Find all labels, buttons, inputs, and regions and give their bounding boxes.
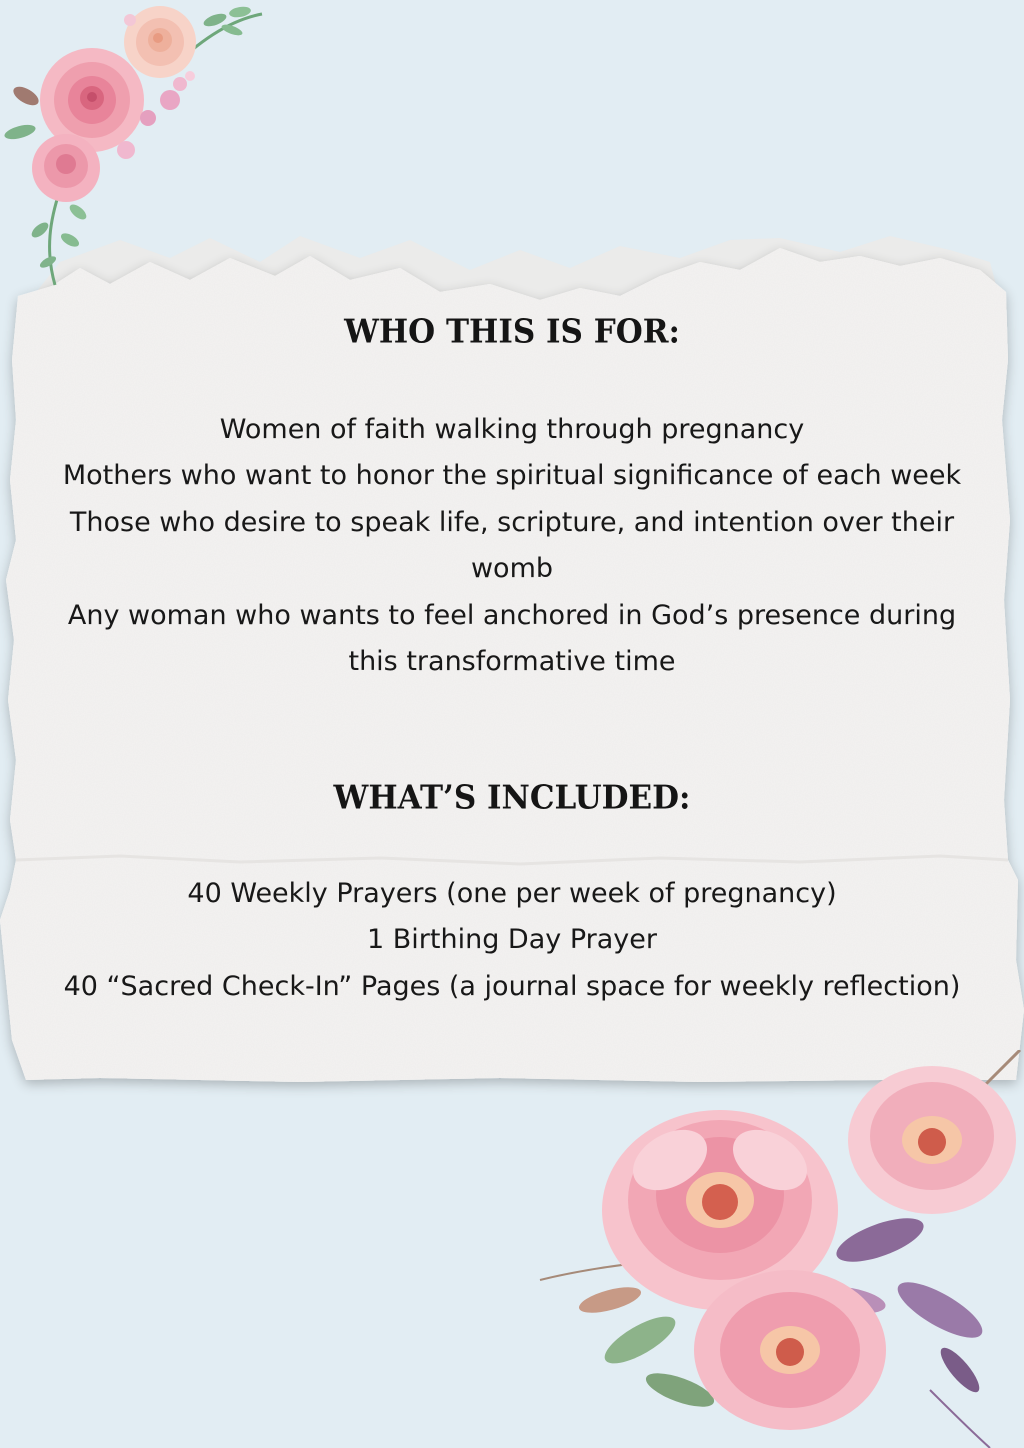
list-item: Any woman who wants to feel anchored in God’s presence during this transformative time	[67, 599, 957, 678]
list-item: 1 Birthing Day Prayer	[367, 924, 657, 956]
peony-bouquet-icon	[520, 1050, 1024, 1448]
who-section-heading: WHO THIS IS FOR:	[344, 313, 680, 351]
list-item: 40 “Sacred Check-In” Pages (a journal space for weekly reflection)	[63, 970, 961, 1002]
list-item: 40 Weekly Prayers (one per week of pregnancy)	[187, 878, 837, 909]
whats-included-heading: WHAT’S INCLUDED:	[333, 779, 691, 817]
list-item: Those who desire to speak life, scripture, and intention over their womb	[69, 506, 955, 585]
list-item: Women of faith walking through pregnancy	[219, 414, 805, 445]
who-section-list	[60, 407, 964, 685]
list-item: Mothers who want to honor the spiritual significance of each week	[62, 460, 962, 492]
floral-bouquet-icon	[0, 0, 280, 290]
whats-included-list	[60, 871, 964, 1010]
